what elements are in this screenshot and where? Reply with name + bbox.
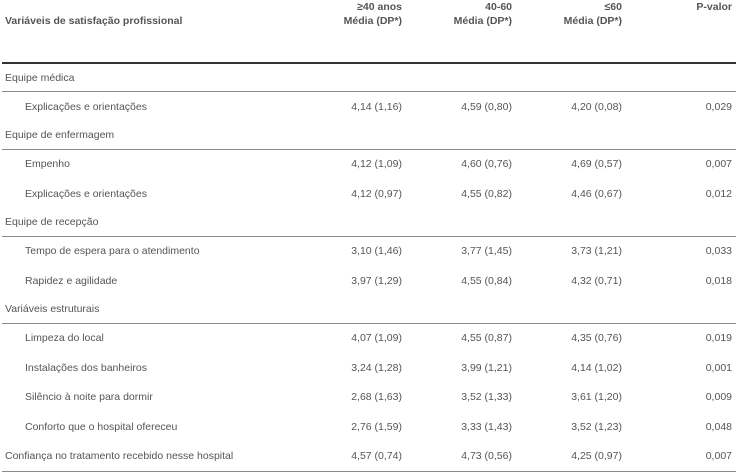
cell-value: 3,52 (1,23) xyxy=(571,420,622,433)
header-variables: Variáveis de satisfação profissional xyxy=(2,0,302,63)
table-row xyxy=(2,92,736,122)
cell-p-value: 0,019 xyxy=(705,332,732,345)
cell-p-value: 0,029 xyxy=(705,100,732,113)
section-row xyxy=(2,122,736,150)
section-row xyxy=(2,63,736,92)
row-label: Rapidez e agilidade xyxy=(25,274,118,287)
cell-value: 3,77 (1,45) xyxy=(461,245,512,258)
header-age-group-1-stat: Média (DP*) xyxy=(343,15,402,27)
cell-value: 4,25 (0,97) xyxy=(516,442,626,472)
cell-value: 4,12 (1,09) xyxy=(351,158,402,171)
row-label: Limpeza do local xyxy=(25,332,104,345)
cell-value: 4,69 (0,57) xyxy=(571,158,622,171)
cell-value: 4,07 (1,09) xyxy=(351,332,402,345)
cell-p-value: 0,018 xyxy=(705,274,732,287)
cell-value: 4,60 (0,76) xyxy=(461,158,512,171)
cell-p-value: 0,012 xyxy=(705,187,732,200)
row-label: Instalações dos banheiros xyxy=(25,361,147,374)
cell-value: 3,61 (1,20) xyxy=(571,391,622,404)
table-row xyxy=(2,179,736,209)
row-label: Conforto que o hospital ofereceu xyxy=(25,420,178,433)
table-row xyxy=(2,353,736,383)
cell-p-value: 0,048 xyxy=(705,420,732,433)
section-row xyxy=(2,296,736,324)
cell-p-value: 0,007 xyxy=(705,158,732,171)
cell-value: 4,55 (0,82) xyxy=(461,187,512,200)
cell-value: 4,14 (1,02) xyxy=(571,361,622,374)
row-label: Confiança no tratamento recebido nesse hospital xyxy=(2,442,302,472)
section-row xyxy=(2,209,736,237)
row-label: Explicações e orientações xyxy=(25,187,147,200)
header-age-group-1-label: ≥40 anos xyxy=(357,1,402,13)
satisfaction-table xyxy=(2,0,736,472)
header-row xyxy=(2,0,736,63)
header-age-group-2-stat: Média (DP*) xyxy=(453,15,512,27)
section-title: Variáveis estruturais xyxy=(2,296,736,324)
cell-value: 4,55 (0,87) xyxy=(461,332,512,345)
row-label: Silêncio à noite para dormir xyxy=(25,391,153,404)
cell-value: 4,12 (0,97) xyxy=(351,187,402,200)
header-age-group-2 xyxy=(406,0,516,63)
cell-value: 3,33 (1,43) xyxy=(461,420,512,433)
cell-value: 2,76 (1,59) xyxy=(351,420,402,433)
table-row xyxy=(2,383,736,413)
cell-value: 3,97 (1,29) xyxy=(351,274,402,287)
cell-value: 4,14 (1,16) xyxy=(351,100,402,113)
row-label: Tempo de espera para o atendimento xyxy=(25,245,200,258)
cell-p-value: 0,033 xyxy=(705,245,732,258)
header-age-group-1 xyxy=(302,0,406,63)
cell-value: 4,35 (0,76) xyxy=(571,332,622,345)
cell-p-value: 0,007 xyxy=(626,442,736,472)
cell-value: 3,10 (1,46) xyxy=(351,245,402,258)
cell-value: 4,73 (0,56) xyxy=(406,442,516,472)
cell-value: 4,55 (0,84) xyxy=(461,274,512,287)
table-row-confidence xyxy=(2,442,736,472)
table-row xyxy=(2,412,736,442)
cell-value: 4,57 (0,74) xyxy=(302,442,406,472)
cell-value: 3,24 (1,28) xyxy=(351,361,402,374)
row-label: Empenho xyxy=(25,158,70,171)
header-age-group-3-stat: Média (DP*) xyxy=(563,15,622,27)
cell-value: 4,20 (0,08) xyxy=(571,100,622,113)
row-label: Explicações e orientações xyxy=(25,100,147,113)
cell-p-value: 0,001 xyxy=(705,361,732,374)
section-title: Equipe médica xyxy=(2,63,736,92)
cell-p-value: 0,009 xyxy=(705,391,732,404)
header-p-value: P-valor xyxy=(626,0,736,63)
cell-value: 2,68 (1,63) xyxy=(351,391,402,404)
table-row xyxy=(2,236,736,266)
header-age-group-3 xyxy=(516,0,626,63)
cell-value: 4,46 (0,67) xyxy=(571,187,622,200)
table-row xyxy=(2,323,736,353)
header-age-group-2-label: 40-60 xyxy=(485,1,512,13)
section-title: Equipe de enfermagem xyxy=(2,122,736,150)
table-row xyxy=(2,266,736,296)
cell-value: 3,52 (1,33) xyxy=(461,391,512,404)
cell-value: 3,73 (1,21) xyxy=(571,245,622,258)
cell-value: 4,59 (0,80) xyxy=(461,100,512,113)
header-age-group-3-label: ≤60 xyxy=(604,1,622,13)
section-title: Equipe de recepção xyxy=(2,209,736,237)
table-row xyxy=(2,149,736,179)
cell-value: 3,99 (1,21) xyxy=(461,361,512,374)
cell-value: 4,32 (0,71) xyxy=(571,274,622,287)
